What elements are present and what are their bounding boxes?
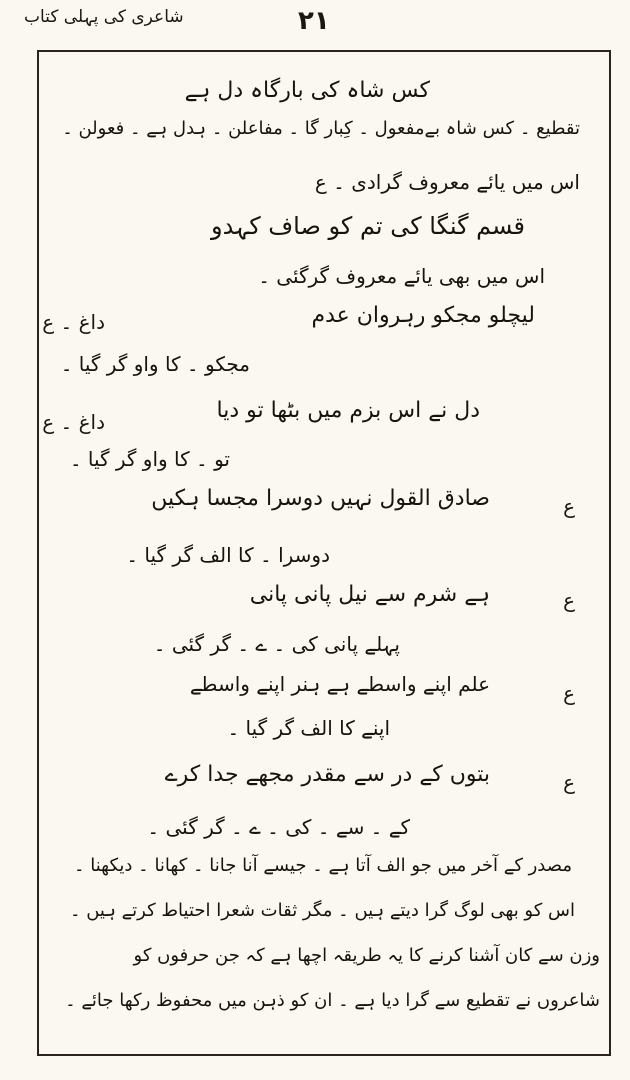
prose-line: پہلے پانی کی ۔ ے ۔ گر گئی ۔ bbox=[153, 632, 400, 656]
prose-line: اس کو بھی لوگ گرا دیتے ہیں ۔ مگر ثقات شعرا احتیاط کرتے ہیں ۔ bbox=[69, 900, 575, 921]
prose-line: اس میں یائے معروف گرادی ۔ ع bbox=[314, 170, 580, 194]
poet-marker: داغ ۔ ع bbox=[42, 310, 105, 334]
verse-marker: ع bbox=[563, 681, 575, 705]
prose-line: کے ۔ سے ۔ کی ۔ ے ۔ گر گئی ۔ bbox=[147, 815, 410, 839]
running-header-title: شاعری کی پہلی کتاب bbox=[24, 7, 184, 27]
verse-line: لیچلو مجکو رہروان عدم bbox=[311, 303, 535, 328]
verse-line: علم اپنے واسطے ہے ہنر اپنے واسطے bbox=[189, 672, 490, 696]
verse-marker: ع bbox=[563, 494, 575, 518]
verse-line: قسم گنگا کی تم کو صاف کہدو bbox=[210, 212, 525, 240]
prose-line: اپنے کا الف گر گیا ۔ bbox=[227, 716, 390, 740]
verse-line: صادق القول نہیں دوسرا مجسا ہکیں bbox=[151, 486, 490, 511]
verse-line: بتوں کے در سے مقدر مجھے جدا کرے bbox=[164, 762, 490, 787]
poet-marker: داغ ۔ ع bbox=[42, 410, 105, 434]
verse-line: کس شاہ کی بارگاہ دل ہے bbox=[184, 78, 430, 103]
prose-line: تقطیع ۔ کس شاہ بےمفعول ۔ کِبار گا ۔ مفاعلن ۔ ہدل ہے ۔ فعولن ۔ bbox=[62, 118, 580, 139]
prose-line: دوسرا ۔ کا الف گر گیا ۔ bbox=[126, 543, 330, 567]
prose-line: اس میں بھی یائے معروف گرگئی ۔ bbox=[258, 264, 545, 288]
prose-line: تو ۔ کا واو گر گیا ۔ bbox=[69, 447, 230, 471]
verse-line: دل نے اس بزم میں بٹھا تو دیا bbox=[216, 398, 480, 423]
prose-line: مصدر کے آخر میں جو الف آتا ہے ۔ جیسے آنا جانا ۔ کھانا ۔ دیکھنا ۔ bbox=[74, 855, 572, 876]
page-number: ۲۱ bbox=[298, 6, 330, 36]
prose-line: وزن سے کان آشنا کرنے کا یہ طریقہ اچھا ہے کہ جن حرفوں کو bbox=[133, 945, 600, 966]
verse-marker: ع bbox=[563, 588, 575, 612]
prose-line: مجکو ۔ کا واو گر گیا ۔ bbox=[60, 352, 250, 376]
prose-line: شاعروں نے تقطیع سے گرا دیا ہے ۔ ان کو ذہن میں محفوظ رکھا جائے ۔ bbox=[65, 990, 600, 1011]
verse-line: ہے شرم سے نیل پانی پانی bbox=[249, 582, 490, 607]
verse-marker: ع bbox=[563, 770, 575, 794]
